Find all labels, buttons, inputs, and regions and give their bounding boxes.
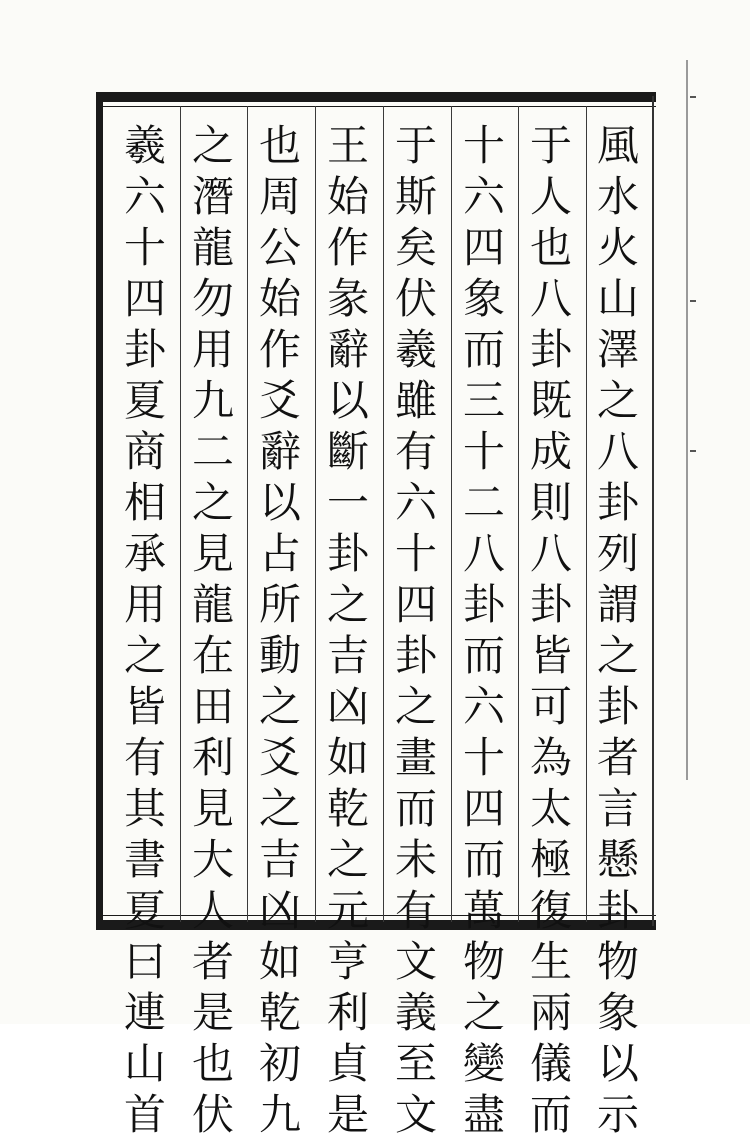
column-character: 凶: [258, 886, 301, 935]
column-character: 也: [258, 121, 301, 170]
column-character: 之: [123, 631, 166, 680]
column-character: 二: [191, 427, 234, 476]
column-character: 之: [258, 682, 301, 731]
column-character: 公: [258, 223, 301, 272]
column-character: 龍: [191, 580, 234, 629]
column-character: 皆: [529, 631, 572, 680]
column-character: 兩: [529, 988, 572, 1037]
column-character: 皆: [123, 682, 166, 731]
column-character: 卦: [596, 478, 639, 527]
column-character: 見: [191, 784, 234, 833]
column-character: 斯: [394, 172, 437, 221]
column-character: 吉: [326, 631, 369, 680]
column-character: 乾: [326, 784, 369, 833]
column-character: 亨: [326, 937, 369, 986]
column-character: 見: [191, 529, 234, 578]
column-character: 夏: [123, 886, 166, 935]
text-column: [384, 120, 448, 1140]
column-character: 羲: [123, 121, 166, 170]
edge-mark: [690, 300, 696, 302]
column-character: 貞: [326, 1039, 369, 1088]
column-character: 作: [326, 223, 369, 272]
column-character: 言: [596, 784, 639, 833]
column-character: 謂: [596, 580, 639, 629]
column-character: 有: [123, 733, 166, 782]
column-character: 潛: [191, 172, 234, 221]
column-character: 也: [191, 1039, 234, 1088]
column-character: 十: [462, 733, 505, 782]
column-character: 卦: [529, 580, 572, 629]
right-border-line: [652, 96, 662, 926]
column-character: 之: [596, 376, 639, 425]
column-character: 者: [191, 937, 234, 986]
column-character: 儀: [529, 1039, 572, 1088]
column-character: 至: [394, 1039, 437, 1088]
text-column: [519, 120, 583, 1140]
column-character: 十: [123, 223, 166, 272]
column-character: 之: [326, 580, 369, 629]
column-character: 伏: [191, 1090, 234, 1139]
text-column: [452, 120, 516, 1140]
column-character: 龍: [191, 223, 234, 272]
column-character: 元: [326, 886, 369, 935]
column-character: 有: [394, 427, 437, 476]
column-character: 為: [529, 733, 572, 782]
column-character: 凶: [326, 682, 369, 731]
column-character: 卦: [123, 325, 166, 374]
column-character: 爻: [258, 733, 301, 782]
column-character: 八: [529, 274, 572, 323]
column-character: 動: [258, 631, 301, 680]
column-character: 始: [326, 172, 369, 221]
column-character: 吉: [258, 835, 301, 884]
column-character: 如: [258, 937, 301, 986]
column-character: 卦: [326, 529, 369, 578]
column-character: 六: [462, 172, 505, 221]
column-character: 一: [326, 478, 369, 527]
column-character: 極: [529, 835, 572, 884]
column-character: 乾: [258, 988, 301, 1037]
column-character: 之: [394, 682, 437, 731]
column-character: 象: [462, 274, 505, 323]
column-character: 相: [123, 478, 166, 527]
column-character: 辭: [326, 325, 369, 374]
column-character: 既: [529, 376, 572, 425]
column-character: 彖: [326, 274, 369, 323]
column-character: 山: [123, 1039, 166, 1088]
column-character: 九: [191, 376, 234, 425]
column-character: 夏: [123, 376, 166, 425]
column-character: 卦: [462, 580, 505, 629]
column-character: 示: [596, 1090, 639, 1139]
column-character: 以: [258, 478, 301, 527]
column-character: 列: [596, 529, 639, 578]
column-character: 曰: [123, 937, 166, 986]
column-character: 文: [394, 937, 437, 986]
column-character: 卦: [596, 682, 639, 731]
column-character: 如: [326, 733, 369, 782]
column-character: 而: [462, 835, 505, 884]
column-character: 是: [326, 1090, 369, 1139]
column-character: 有: [394, 886, 437, 935]
text-column: [181, 120, 245, 1140]
column-character: 四: [462, 784, 505, 833]
edge-mark: [690, 96, 696, 98]
column-character: 畫: [394, 733, 437, 782]
column-character: 在: [191, 631, 234, 680]
column-character: 初: [258, 1039, 301, 1088]
column-character: 是: [191, 988, 234, 1037]
column-character: 太: [529, 784, 572, 833]
column-character: 利: [326, 988, 369, 1037]
column-character: 四: [462, 223, 505, 272]
column-character: 文: [394, 1090, 437, 1139]
column-character: 卦: [394, 631, 437, 680]
column-character: 連: [123, 988, 166, 1037]
column-character: 澤: [596, 325, 639, 374]
column-character: 用: [123, 580, 166, 629]
column-character: 而: [394, 784, 437, 833]
column-character: 可: [529, 682, 572, 731]
column-character: 二: [462, 478, 505, 527]
column-character: 于: [529, 121, 572, 170]
column-character: 八: [462, 529, 505, 578]
column-character: 而: [462, 325, 505, 374]
column-character: 四: [394, 580, 437, 629]
column-character: 火: [596, 223, 639, 272]
column-character: 則: [529, 478, 572, 527]
column-character: 物: [596, 937, 639, 986]
column-character: 爻: [258, 376, 301, 425]
column-character: 商: [123, 427, 166, 476]
column-character: 變: [462, 1039, 505, 1088]
page-spine-line: [686, 60, 688, 780]
column-character: 萬: [462, 886, 505, 935]
column-character: 六: [123, 172, 166, 221]
column-character: 勿: [191, 274, 234, 323]
column-character: 義: [394, 988, 437, 1037]
column-character: 水: [596, 172, 639, 221]
column-character: 者: [596, 733, 639, 782]
column-character: 盡: [462, 1090, 505, 1139]
column-character: 三: [462, 376, 505, 425]
column-character: 辭: [258, 427, 301, 476]
column-character: 之: [326, 835, 369, 884]
edge-mark: [690, 450, 696, 452]
column-character: 八: [596, 427, 639, 476]
column-character: 所: [258, 580, 301, 629]
text-column: [586, 120, 650, 1140]
column-character: 十: [394, 529, 437, 578]
column-character: 十: [462, 121, 505, 170]
column-character: 于: [394, 121, 437, 170]
column-character: 作: [258, 325, 301, 374]
column-character: 人: [191, 886, 234, 935]
text-column: [316, 120, 380, 1140]
column-character: 四: [123, 274, 166, 323]
column-character: 用: [191, 325, 234, 374]
text-column: [113, 120, 177, 1140]
column-character: 成: [529, 427, 572, 476]
column-character: 始: [258, 274, 301, 323]
column-character: 承: [123, 529, 166, 578]
column-character: 之: [258, 784, 301, 833]
column-character: 之: [191, 478, 234, 527]
column-character: 而: [529, 1090, 572, 1139]
column-character: 占: [258, 529, 301, 578]
text-column: [248, 120, 312, 1140]
column-character: 十: [462, 427, 505, 476]
column-character: 矣: [394, 223, 437, 272]
column-character: 雖: [394, 376, 437, 425]
column-character: 象: [596, 988, 639, 1037]
column-character: 風: [596, 121, 639, 170]
column-character: 首: [123, 1090, 166, 1139]
column-character: 卦: [529, 325, 572, 374]
column-character: 復: [529, 886, 572, 935]
column-character: 而: [462, 631, 505, 680]
column-character: 斷: [326, 427, 369, 476]
column-character: 山: [596, 274, 639, 323]
column-character: 利: [191, 733, 234, 782]
column-character: 也: [529, 223, 572, 272]
column-character: 以: [596, 1039, 639, 1088]
column-character: 其: [123, 784, 166, 833]
column-character: 之: [191, 121, 234, 170]
column-character: 羲: [394, 325, 437, 374]
column-character: 王: [326, 121, 369, 170]
column-character: 之: [596, 631, 639, 680]
column-character: 九: [258, 1090, 301, 1139]
column-character: 未: [394, 835, 437, 884]
column-character: 懸: [596, 835, 639, 884]
column-character: 之: [462, 988, 505, 1037]
column-character: 伏: [394, 274, 437, 323]
column-character: 書: [123, 835, 166, 884]
column-character: 六: [394, 478, 437, 527]
column-character: 六: [462, 682, 505, 731]
column-character: 人: [529, 172, 572, 221]
column-character: 生: [529, 937, 572, 986]
column-character: 卦: [596, 886, 639, 935]
column-character: 物: [462, 937, 505, 986]
column-character: 以: [326, 376, 369, 425]
column-character: 八: [529, 529, 572, 578]
column-character: 大: [191, 835, 234, 884]
column-character: 周: [258, 172, 301, 221]
column-character: 田: [191, 682, 234, 731]
